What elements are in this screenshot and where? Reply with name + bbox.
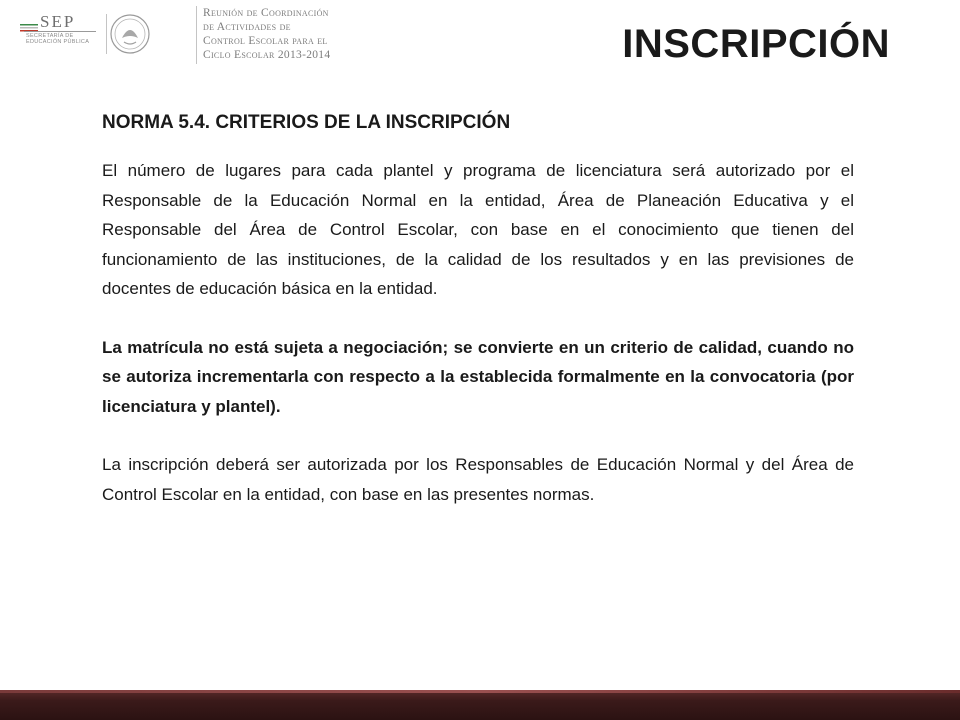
sep-wordmark: SEP [40, 12, 76, 31]
slide-header [0, 0, 960, 92]
section-title: INSCRIPCIÓN [622, 22, 890, 66]
meeting-line-4: Ciclo Escolar 2013-2014 [203, 49, 331, 61]
paragraph-authorization: La inscripción deberá ser autorizada por los Responsables de Educación Normal y del Área de Control Escolar en la entidad, con base en las presentes normas. [102, 455, 854, 504]
meeting-line-1: Reunión de Coordinación [203, 7, 329, 19]
sep-underline [24, 31, 96, 32]
logo-divider [106, 14, 107, 54]
slide-content [102, 112, 854, 538]
footer-bar [0, 690, 960, 720]
norm-heading: NORMA 5.4. CRITERIOS DE LA INSCRIPCIÓN [102, 112, 511, 133]
paragraph-places: El número de lugares para cada plantel y programa de licenciatura será autorizado por el Responsable de la Educación Normal en la entidad, Área de Planeación Educativa y el Responsable del Área de Control Escolar, con base en el conocimiento que tienen del funcionamiento de las instituciones, de la calidad de los resultados y en las previsiones de docentes de educación básica en la entidad. [102, 161, 854, 298]
meeting-line-3: Control Escolar para el [203, 35, 328, 47]
paragraph-enrollment-bold: La matrícula no está sujeta a negociación; se convierte en un criterio de calidad, cuando no se autoriza incrementarla con respecto a la establecida formalmente en la convocatoria (por licenciatura y plantel). [102, 337, 854, 416]
national-seal-icon [109, 12, 151, 56]
meeting-line-2: de Actividades de [203, 21, 291, 33]
sep-subtitle: SECRETARÍA DE EDUCACIÓN PÚBLICA [26, 33, 90, 45]
meeting-title [203, 6, 383, 62]
seal-divider [196, 6, 197, 64]
